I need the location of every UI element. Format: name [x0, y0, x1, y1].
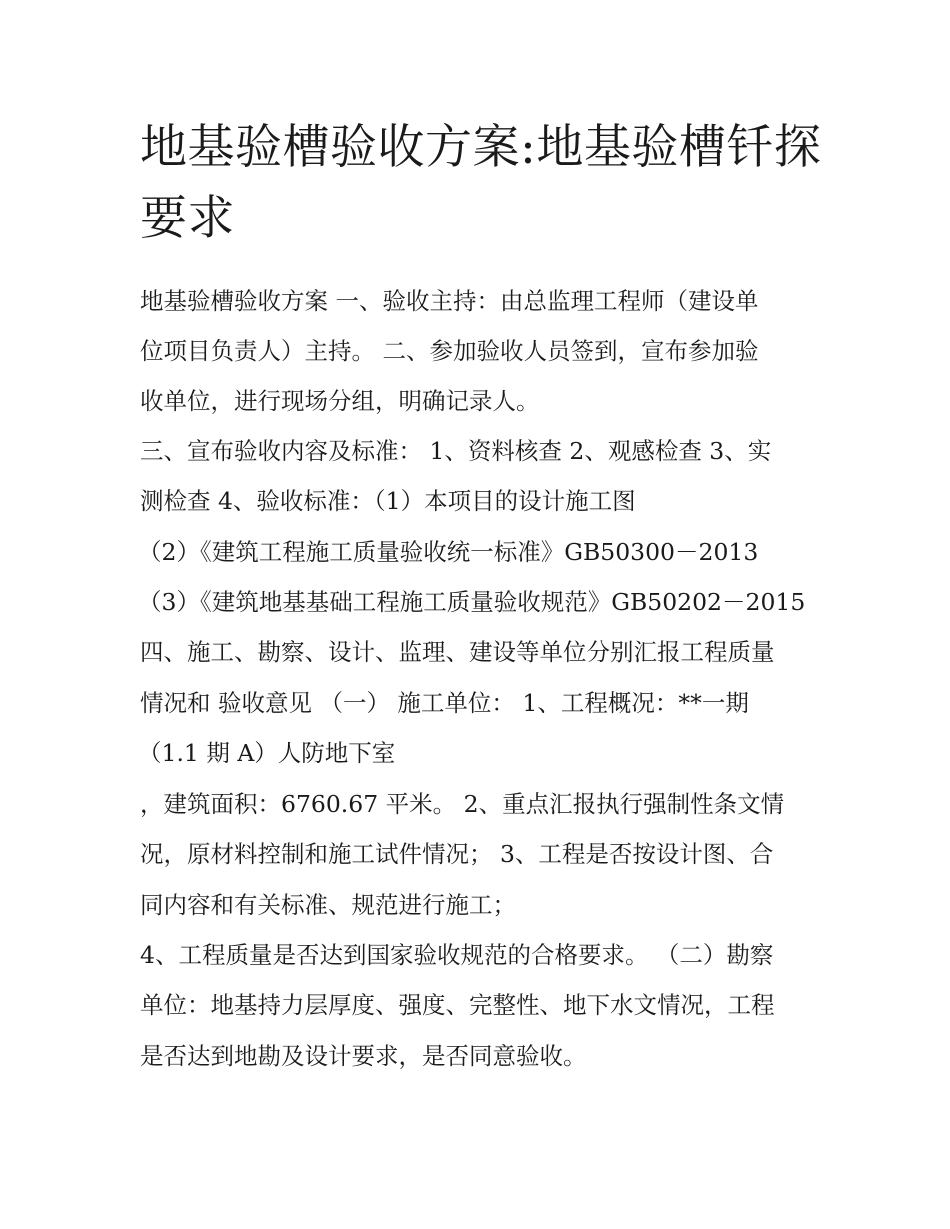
- document-title: 地基验槽验收方案:地基验槽钎探要求: [140, 120, 822, 246]
- body-line: （3）《建筑地基基础工程施工质量验收规范》GB50202－2015: [138, 588, 806, 616]
- body-line: 测检查 4、验收标准：（1）本项目的设计施工图: [140, 487, 636, 515]
- body-line: 情况和 验收意见 （一） 施工单位： 1、工程概况：**一期: [140, 689, 749, 717]
- body-line: （2）《建筑工程施工质量验收统一标准》GB50300－2013: [138, 538, 759, 566]
- body-line: （1.1 期 A）人防地下室: [138, 739, 396, 767]
- body-line: 收单位，进行现场分组，明确记录人。: [140, 387, 540, 415]
- body-line: 四、施工、勘察、设计、监理、建设等单位分别汇报工程质量: [140, 638, 775, 666]
- body-line: 地基验槽验收方案 一、验收主持：由总监理工程师（建设单: [140, 287, 759, 315]
- body-line: 4、工程质量是否达到国家验收规范的合格要求。 （二）勘察: [140, 941, 774, 969]
- body-line: 单位：地基持力层厚度、强度、完整性、地下水文情况，工程: [140, 991, 775, 1019]
- body-line: 是否达到地勘及设计要求，是否同意验收。: [140, 1042, 587, 1070]
- body-line: 三、宣布验收内容及标准： 1、资料核查 2、观感检查 3、实: [140, 437, 772, 465]
- body-line: ，建筑面积：6760.67 平米。 2、重点汇报执行强制性条文情: [140, 790, 785, 818]
- body-line: 况，原材料控制和施工试件情况； 3、工程是否按设计图、合: [140, 840, 774, 868]
- body-line: 同内容和有关标准、规范进行施工；: [140, 891, 516, 919]
- body-line: 位项目负责人）主持。 二、参加验收人员签到，宣布参加验: [140, 337, 759, 365]
